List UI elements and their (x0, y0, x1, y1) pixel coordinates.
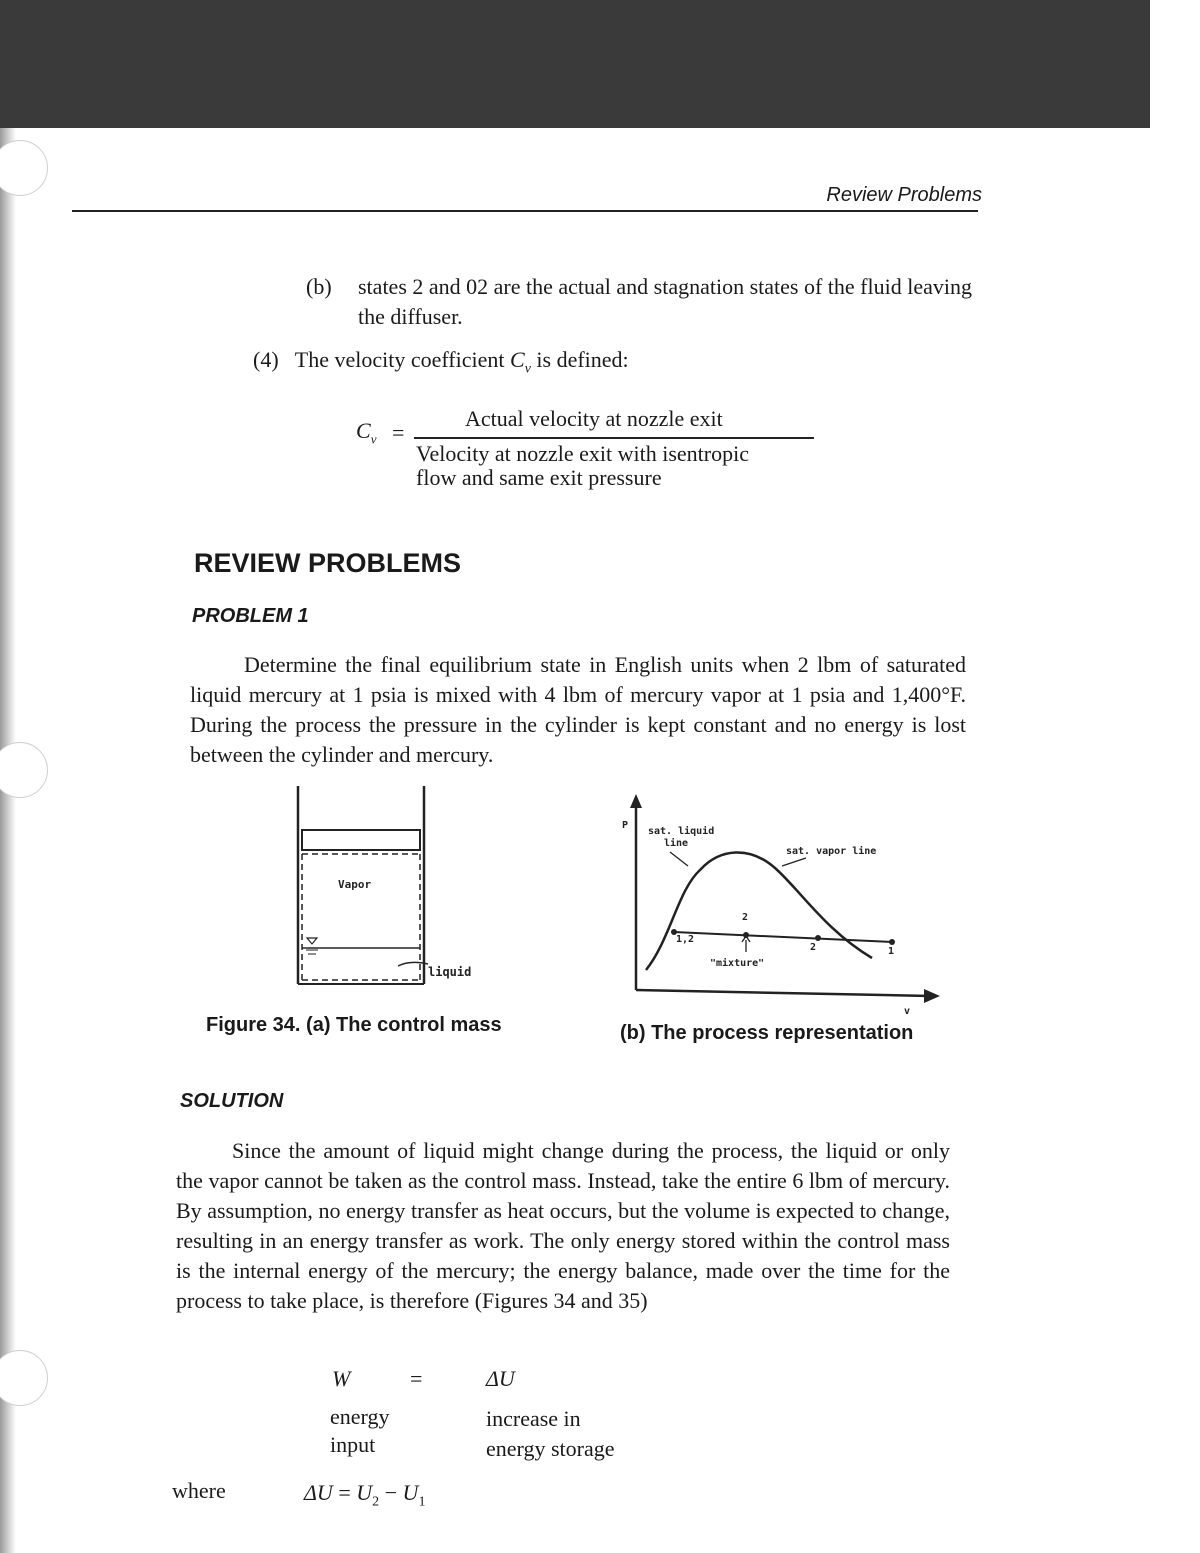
where-equation: $\Delta U = U_2 - U_1$ (304, 1480, 426, 1510)
eq-du-desc-2: energy storage (486, 1436, 615, 1461)
v-axis (636, 990, 930, 996)
eq-du-desc-1: increase in (486, 1406, 581, 1431)
mixture-label: "mixture" (710, 958, 765, 969)
problem-text: Determine the final equilibrium state in English units when 2 lbm of saturated liquid mercury at 1 psia is mixed with 4 lbm of mercury vapor at 1 psia and 1,400°F. During the process the pressure in the cylinder is kept constant and no energy is lost between the cylinder and mercury. (190, 652, 966, 767)
free-surface-symbol (307, 938, 317, 944)
scan-left-border (0, 128, 16, 1553)
p-axis-arrow (630, 794, 642, 808)
label-1-2: 1,2 (676, 934, 695, 945)
saturation-dome (646, 852, 872, 970)
sat-liquid-label-1: sat. liquid (648, 826, 715, 837)
item-4-label: (4) (253, 347, 279, 372)
figure-a-control-mass (280, 780, 500, 1000)
p-axis-label: P (622, 820, 629, 831)
figure-b-caption: (b) The process representation (620, 1022, 914, 1044)
vapor-label: Vapor (338, 878, 372, 891)
eq-equals: = (410, 1366, 423, 1391)
sat-liquid-leader (670, 852, 688, 866)
cv-denominator-1: Velocity at nozzle exit with isentropic (416, 441, 749, 466)
v-axis-label: v (904, 1006, 911, 1017)
fraction-bar (414, 437, 814, 439)
state-2-vapor-point (815, 935, 821, 941)
item-b-text: states 2 and 02 are the actual and stagnation states of the fluid leaving the diffuser. (358, 274, 972, 329)
cv-denominator-2: flow and same exit pressure (416, 465, 662, 490)
cv-numerator: Actual velocity at nozzle exit (465, 406, 723, 431)
eq-w-desc-2: input (330, 1432, 376, 1457)
eq-delta-u: ΔU (486, 1366, 515, 1391)
item-4-symbol: C (510, 347, 525, 372)
solution-title: SOLUTION (180, 1090, 284, 1112)
cv-lhs: $C_v$ (356, 418, 377, 447)
label-2-right: 2 (810, 942, 817, 953)
binder-hole-bottom (0, 1350, 48, 1406)
running-head: Review Problems (826, 184, 982, 206)
item-4-text-after: is defined: (536, 347, 629, 372)
sat-vapor-leader (782, 858, 806, 866)
v-axis-arrow (924, 989, 940, 1003)
item-b-label: (b) (306, 274, 332, 299)
label-2-top: 2 (742, 912, 749, 923)
sat-vapor-label: sat. vapor line (786, 846, 877, 857)
eq-w-desc-1: energy (330, 1404, 390, 1429)
label-1-right: 1 (888, 946, 895, 957)
figure-a-caption: Figure 34. (a) The control mass (206, 1014, 502, 1036)
section-title: REVIEW PROBLEMS (194, 548, 462, 578)
cv-equals: = (392, 420, 405, 445)
header-rule (72, 210, 978, 212)
constant-pressure-line (674, 932, 892, 942)
sat-liquid-label-2: line (664, 838, 689, 849)
item-4-subscript: v (524, 361, 531, 377)
item-4-text-before: The velocity coefficient (294, 347, 505, 372)
figure-b-process-diagram (610, 790, 950, 1020)
binder-hole-top (0, 140, 48, 196)
item-4 (253, 345, 629, 384)
where-label: where (172, 1478, 226, 1503)
binder-hole-middle (0, 742, 48, 798)
solution-text: Since the amount of liquid might change during the process, the liquid or only the vapor cannot be taken as the control mass. Instead, take the entire 6 lbm of mercury. By assumption, no energy transfer as heat occurs, but the volume is expected to change, resulting in an energy transfer as work. The only energy stored within the control mass is the internal energy of the mercury; the energy balance, made over the time for the process to take place, is therefore (Figures 34 and 35) (176, 1138, 950, 1313)
liquid-label: liquid (428, 965, 472, 979)
state-1-vapor-point (889, 939, 895, 945)
problem-title: PROBLEM 1 (192, 605, 309, 627)
eq-w: W (332, 1366, 351, 1391)
scan-top-border (0, 0, 1150, 128)
piston (302, 830, 420, 850)
